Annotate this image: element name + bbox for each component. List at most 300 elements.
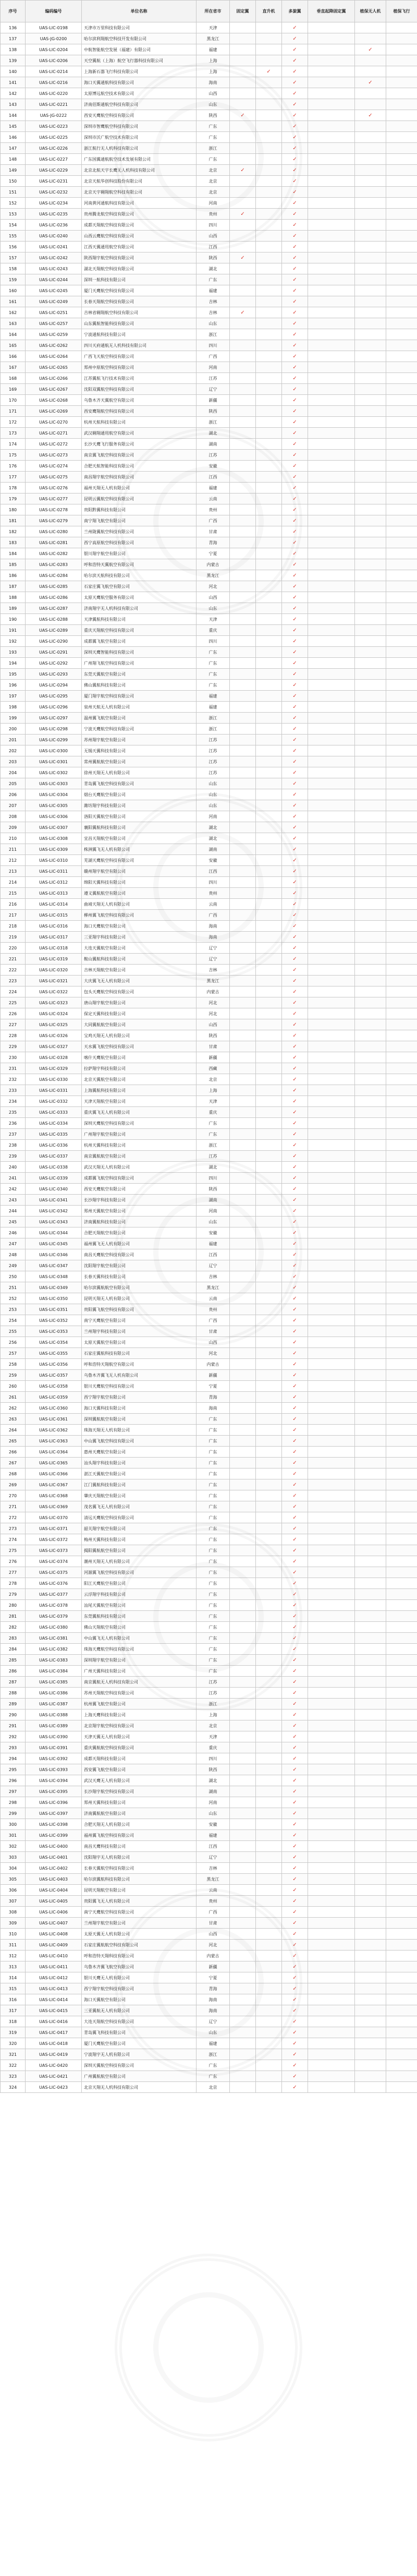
cell-vtol xyxy=(308,88,355,99)
cell-helicopter xyxy=(256,1830,282,1841)
cell-multirotor: ✓ xyxy=(282,1655,308,1666)
cell-multirotor: ✓ xyxy=(282,669,308,680)
table-row xyxy=(1,493,417,504)
cell-plant-protection xyxy=(355,1458,386,1468)
cell-org: 成都天翔航空科技有限公司 xyxy=(82,220,197,231)
cell-vtol xyxy=(308,384,355,395)
table-row xyxy=(1,1348,417,1359)
cell-fixed-wing xyxy=(230,1458,256,1468)
cell-code: UAS-LIC-0278 xyxy=(26,504,82,515)
cell-org: 广州翼航航空有限公司 xyxy=(82,2071,197,2082)
cell-province: 四川 xyxy=(197,340,230,351)
cell-fixed-wing xyxy=(230,1173,256,1184)
cell-plant-flight xyxy=(386,713,417,724)
table-row xyxy=(1,1534,417,1545)
cell-code: UAS-LIC-0305 xyxy=(26,800,82,811)
cell-province: 辽宁 xyxy=(197,2016,230,2027)
cell-code: UAS-LIC-0415 xyxy=(26,2005,82,2016)
cell-multirotor: ✓ xyxy=(282,285,308,296)
cell-fixed-wing xyxy=(230,296,256,307)
cell-helicopter xyxy=(256,1600,282,1611)
cell-index: 172 xyxy=(1,417,26,428)
cell-plant-protection xyxy=(355,1633,386,1644)
cell-helicopter xyxy=(256,1260,282,1271)
cell-multirotor: ✓ xyxy=(282,1348,308,1359)
cell-plant-protection xyxy=(355,1611,386,1622)
cell-province: 辽宁 xyxy=(197,1260,230,1271)
cell-fixed-wing xyxy=(230,735,256,745)
cell-fixed-wing xyxy=(230,1227,256,1238)
cell-helicopter xyxy=(256,504,282,515)
cell-plant-protection xyxy=(355,373,386,384)
cell-plant-protection xyxy=(355,1249,386,1260)
cell-province: 广东 xyxy=(197,1666,230,1677)
table-row xyxy=(1,340,417,351)
cell-multirotor: ✓ xyxy=(282,1874,308,1885)
cell-plant-flight xyxy=(386,66,417,77)
cell-plant-protection xyxy=(355,1885,386,1896)
cell-vtol xyxy=(308,1085,355,1096)
cell-fixed-wing xyxy=(230,965,256,976)
cell-index: 261 xyxy=(1,1392,26,1403)
cell-multirotor: ✓ xyxy=(282,242,308,252)
cell-code: UAS-LIC-0292 xyxy=(26,658,82,669)
cell-plant-protection xyxy=(355,789,386,800)
cell-province: 河北 xyxy=(197,1008,230,1019)
table-row xyxy=(1,1468,417,1479)
cell-province: 甘肃 xyxy=(197,1918,230,1929)
cell-province: 新疆 xyxy=(197,1370,230,1381)
table-row xyxy=(1,592,417,603)
cell-fixed-wing xyxy=(230,132,256,143)
cell-code: UAS-LIC-0301 xyxy=(26,756,82,767)
cell-helicopter xyxy=(256,515,282,526)
cell-code: UAS-LIC-0346 xyxy=(26,1249,82,1260)
cell-fixed-wing xyxy=(230,1655,256,1666)
table-row xyxy=(1,296,417,307)
cell-org: 西宁高原航空科技有限公司 xyxy=(82,537,197,548)
cell-index: 273 xyxy=(1,1523,26,1534)
cell-code: UAS-LIC-0361 xyxy=(26,1414,82,1425)
cell-index: 225 xyxy=(1,997,26,1008)
cell-plant-protection xyxy=(355,625,386,636)
cell-org: 佛山翼航科技有限公司 xyxy=(82,680,197,691)
cell-helicopter xyxy=(256,1030,282,1041)
cell-plant-protection xyxy=(355,1589,386,1600)
cell-code: UAS-LIC-0382 xyxy=(26,1644,82,1655)
cell-plant-protection xyxy=(355,1666,386,1677)
cell-province: 山东 xyxy=(197,99,230,110)
table-row xyxy=(1,822,417,833)
table-row xyxy=(1,1972,417,1983)
cell-org: 西宁翔宇航空有限公司 xyxy=(82,1392,197,1403)
table-row xyxy=(1,1764,417,1775)
cell-code: UAS-LIC-0368 xyxy=(26,1490,82,1501)
cell-vtol xyxy=(308,1885,355,1896)
cell-org: 贵阳黔翼科技有限公司 xyxy=(82,504,197,515)
cell-plant-protection xyxy=(355,778,386,789)
cell-vtol xyxy=(308,66,355,77)
cell-helicopter xyxy=(256,756,282,767)
cell-province: 广东 xyxy=(197,2071,230,2082)
cell-fixed-wing xyxy=(230,888,256,899)
cell-plant-flight xyxy=(386,1666,417,1677)
cell-multirotor: ✓ xyxy=(282,1260,308,1271)
cell-index: 160 xyxy=(1,285,26,296)
cell-index: 312 xyxy=(1,1951,26,1961)
cell-province: 福建 xyxy=(197,2038,230,2049)
table-row xyxy=(1,603,417,614)
cell-org: 昆明云翼航空科技有限公司 xyxy=(82,493,197,504)
cell-helicopter xyxy=(256,384,282,395)
cell-org: 合肥天航智能科技有限公司 xyxy=(82,461,197,472)
cell-plant-protection xyxy=(355,329,386,340)
cell-org: 重庆翼航航空科技有限公司 xyxy=(82,1742,197,1753)
cell-code: UAS-LIC-0365 xyxy=(26,1458,82,1468)
table-row xyxy=(1,559,417,570)
cell-plant-flight xyxy=(386,614,417,625)
cell-helicopter xyxy=(256,1556,282,1567)
cell-multirotor: ✓ xyxy=(282,220,308,231)
cell-plant-flight xyxy=(386,877,417,888)
table-row xyxy=(1,1096,417,1107)
cell-province: 青海 xyxy=(197,1983,230,1994)
cell-index: 243 xyxy=(1,1195,26,1206)
cell-code: UAS-LIC-0353 xyxy=(26,1326,82,1337)
cell-plant-flight xyxy=(386,778,417,789)
cell-code: UAS-LIC-0318 xyxy=(26,943,82,954)
cell-multirotor: ✓ xyxy=(282,537,308,548)
cell-code: UAS-LIC-0406 xyxy=(26,1907,82,1918)
cell-helicopter xyxy=(256,1797,282,1808)
cell-multirotor: ✓ xyxy=(282,307,308,318)
cell-code: UAS-LIC-0359 xyxy=(26,1392,82,1403)
cell-index: 193 xyxy=(1,647,26,658)
table-row xyxy=(1,548,417,559)
cell-helicopter xyxy=(256,1041,282,1052)
cell-plant-protection xyxy=(355,1764,386,1775)
cell-fixed-wing xyxy=(230,274,256,285)
cell-plant-flight xyxy=(386,1994,417,2005)
cell-plant-flight xyxy=(386,274,417,285)
table-row xyxy=(1,1140,417,1151)
cell-plant-flight xyxy=(386,1129,417,1140)
cell-province: 山东 xyxy=(197,800,230,811)
cell-plant-protection xyxy=(355,636,386,647)
cell-plant-protection xyxy=(355,504,386,515)
cell-org: 上海新石器飞行科技有限公司 xyxy=(82,66,197,77)
cell-code: UAS-LIC-0419 xyxy=(26,2049,82,2060)
cell-vtol xyxy=(308,1348,355,1359)
table-row xyxy=(1,417,417,428)
cell-plant-protection xyxy=(355,570,386,581)
cell-code: UAS-LIC-0348 xyxy=(26,1271,82,1282)
cell-helicopter xyxy=(256,1359,282,1370)
cell-province: 黑龙江 xyxy=(197,1874,230,1885)
cell-fixed-wing xyxy=(230,724,256,735)
cell-fixed-wing xyxy=(230,1611,256,1622)
cell-plant-protection xyxy=(355,1972,386,1983)
cell-province: 湖北 xyxy=(197,263,230,274)
cell-province: 浙江 xyxy=(197,1140,230,1151)
cell-helicopter xyxy=(256,1052,282,1063)
table-row xyxy=(1,143,417,154)
cell-org: 长春天翼航空科技有限公司 xyxy=(82,1863,197,1874)
cell-plant-protection xyxy=(355,855,386,866)
cell-vtol xyxy=(308,1381,355,1392)
cell-org: 济南翼航科技有限公司 xyxy=(82,1217,197,1227)
cell-plant-protection xyxy=(355,231,386,242)
table-row xyxy=(1,800,417,811)
table-row xyxy=(1,2060,417,2071)
cell-vtol xyxy=(308,1096,355,1107)
cell-index: 204 xyxy=(1,767,26,778)
cell-fixed-wing xyxy=(230,1052,256,1063)
cell-vtol xyxy=(308,1227,355,1238)
cell-index: 268 xyxy=(1,1468,26,1479)
cell-province: 河南 xyxy=(197,1206,230,1217)
cell-fixed-wing xyxy=(230,1775,256,1786)
cell-code: UAS-LIC-0358 xyxy=(26,1381,82,1392)
cell-code: UAS-LIC-0349 xyxy=(26,1282,82,1293)
cell-multirotor: ✓ xyxy=(282,1961,308,1972)
cell-vtol xyxy=(308,669,355,680)
cell-province: 广东 xyxy=(197,1118,230,1129)
cell-province: 广西 xyxy=(197,1907,230,1918)
cell-vtol xyxy=(308,1282,355,1293)
cell-province: 北京 xyxy=(197,187,230,198)
cell-index: 262 xyxy=(1,1403,26,1414)
cell-multirotor: ✓ xyxy=(282,570,308,581)
cell-plant-protection xyxy=(355,1107,386,1118)
cell-index: 286 xyxy=(1,1666,26,1677)
cell-plant-protection xyxy=(355,1468,386,1479)
cell-multirotor: ✓ xyxy=(282,165,308,176)
cell-plant-protection xyxy=(355,1370,386,1381)
cell-index: 315 xyxy=(1,1983,26,1994)
cell-multirotor: ✓ xyxy=(282,965,308,976)
cell-multirotor: ✓ xyxy=(282,1392,308,1403)
cell-plant-flight xyxy=(386,1447,417,1458)
cell-province: 海南 xyxy=(197,921,230,932)
cell-plant-flight xyxy=(386,976,417,986)
cell-helicopter xyxy=(256,1512,282,1523)
cell-vtol xyxy=(308,1863,355,1874)
cell-code: UAS-LIC-0319 xyxy=(26,954,82,965)
cell-org: 云浮翔宇科技有限公司 xyxy=(82,1589,197,1600)
cell-plant-protection xyxy=(355,548,386,559)
cell-vtol xyxy=(308,483,355,493)
cell-vtol xyxy=(308,1359,355,1370)
cell-index: 165 xyxy=(1,340,26,351)
cell-multirotor: ✓ xyxy=(282,1808,308,1819)
cell-helicopter xyxy=(256,220,282,231)
cell-fixed-wing xyxy=(230,1337,256,1348)
cell-multirotor: ✓ xyxy=(282,855,308,866)
table-row xyxy=(1,921,417,932)
cell-org: 宝鸡天翔无人机有限公司 xyxy=(82,1030,197,1041)
cell-code: UAS-LIC-0364 xyxy=(26,1447,82,1458)
cell-index: 254 xyxy=(1,1315,26,1326)
cell-org: 宁波翔宇无人机有限公司 xyxy=(82,2049,197,2060)
cell-code: UAS-LIC-0412 xyxy=(26,1972,82,1983)
cell-code: UAS-LIC-0306 xyxy=(26,811,82,822)
cell-org: 深圳天鹰智能科技有限公司 xyxy=(82,647,197,658)
cell-province: 重庆 xyxy=(197,1107,230,1118)
cell-fixed-wing xyxy=(230,691,256,702)
cell-index: 256 xyxy=(1,1337,26,1348)
cell-helicopter xyxy=(256,789,282,800)
cell-plant-protection xyxy=(355,461,386,472)
cell-multirotor: ✓ xyxy=(282,756,308,767)
cell-fixed-wing xyxy=(230,44,256,55)
cell-org: 潍坊翔宇科技有限公司 xyxy=(82,800,197,811)
cell-multirotor: ✓ xyxy=(282,943,308,954)
cell-multirotor: ✓ xyxy=(282,1677,308,1688)
cell-multirotor: ✓ xyxy=(282,1326,308,1337)
cell-code: UAS-LIC-0283 xyxy=(26,559,82,570)
cell-province: 广东 xyxy=(197,121,230,132)
cell-helicopter xyxy=(256,855,282,866)
cell-province: 安徽 xyxy=(197,1819,230,1830)
cell-plant-flight xyxy=(386,1611,417,1622)
cell-multirotor: ✓ xyxy=(282,1775,308,1786)
table-row xyxy=(1,669,417,680)
cell-org: 海口天翼通航科技有限公司 xyxy=(82,77,197,88)
cell-fixed-wing xyxy=(230,669,256,680)
cell-plant-flight xyxy=(386,55,417,66)
cell-multirotor: ✓ xyxy=(282,1227,308,1238)
cell-code: UAS-LIC-0357 xyxy=(26,1370,82,1381)
cell-fixed-wing xyxy=(230,1633,256,1644)
cell-code: UAS-LIC-0293 xyxy=(26,669,82,680)
cell-code: UAS-LIC-0227 xyxy=(26,154,82,165)
cell-fixed-wing xyxy=(230,154,256,165)
cell-plant-flight xyxy=(386,1490,417,1501)
cell-vtol xyxy=(308,1764,355,1775)
cell-helicopter xyxy=(256,745,282,756)
cell-code: UAS-LIC-0294 xyxy=(26,680,82,691)
cell-org: 福州翼飞航空科技有限公司 xyxy=(82,1830,197,1841)
cell-plant-protection xyxy=(355,1217,386,1227)
cell-vtol xyxy=(308,252,355,263)
cell-index: 167 xyxy=(1,362,26,373)
cell-code: UAS-LIC-0383 xyxy=(26,1655,82,1666)
cell-helicopter xyxy=(256,1720,282,1731)
cell-index: 161 xyxy=(1,296,26,307)
cell-fixed-wing xyxy=(230,789,256,800)
cell-org: 长春天翔航空科技有限公司 xyxy=(82,296,197,307)
cell-code: UAS-LIC-0352 xyxy=(26,1315,82,1326)
cell-code: UAS-LIC-0216 xyxy=(26,77,82,88)
cell-plant-flight xyxy=(386,1304,417,1315)
cell-org: 西安天鹰航空科技有限公司 xyxy=(82,110,197,121)
cell-province: 重庆 xyxy=(197,1742,230,1753)
cell-multirotor: ✓ xyxy=(282,88,308,99)
cell-plant-protection xyxy=(355,877,386,888)
cell-code: UAS-LIC-0363 xyxy=(26,1436,82,1447)
cell-vtol xyxy=(308,362,355,373)
cell-vtol xyxy=(308,1688,355,1699)
cell-plant-protection xyxy=(355,165,386,176)
cell-code: UAS-LIC-0393 xyxy=(26,1764,82,1775)
cell-multirotor: ✓ xyxy=(282,1041,308,1052)
cell-index: 143 xyxy=(1,99,26,110)
cell-index: 151 xyxy=(1,187,26,198)
cell-code: UAS-LIC-0336 xyxy=(26,1140,82,1151)
cell-multirotor: ✓ xyxy=(282,1304,308,1315)
cell-index: 240 xyxy=(1,1162,26,1173)
cell-org: 三亚翼航无人机有限公司 xyxy=(82,2005,197,2016)
cell-province: 江西 xyxy=(197,866,230,877)
cell-vtol xyxy=(308,1677,355,1688)
cell-fixed-wing xyxy=(230,976,256,986)
cell-org: 郑州中原航空科技有限公司 xyxy=(82,362,197,373)
cell-plant-protection xyxy=(355,691,386,702)
cell-org: 湛江天翼航空有限公司 xyxy=(82,1468,197,1479)
cell-province: 湖北 xyxy=(197,822,230,833)
cell-plant-flight xyxy=(386,811,417,822)
cell-index: 209 xyxy=(1,822,26,833)
cell-province: 江苏 xyxy=(197,1677,230,1688)
cell-index: 308 xyxy=(1,1907,26,1918)
cell-vtol xyxy=(308,2038,355,2049)
cell-helicopter xyxy=(256,2016,282,2027)
cell-province: 陕西 xyxy=(197,1030,230,1041)
cell-province: 辽宁 xyxy=(197,954,230,965)
table-row xyxy=(1,1293,417,1304)
cell-plant-flight xyxy=(386,1217,417,1227)
cell-province: 广东 xyxy=(197,1600,230,1611)
cell-index: 293 xyxy=(1,1742,26,1753)
cell-plant-protection xyxy=(355,220,386,231)
cell-index: 155 xyxy=(1,231,26,242)
cell-vtol xyxy=(308,1063,355,1074)
cell-plant-protection xyxy=(355,1578,386,1589)
cell-vtol xyxy=(308,1907,355,1918)
table-row xyxy=(1,1699,417,1710)
cell-plant-flight xyxy=(386,1162,417,1173)
cell-org: 石家庄翼飞航空有限公司 xyxy=(82,581,197,592)
cell-plant-flight xyxy=(386,2049,417,2060)
cell-org: 兰州陇翼航空科技有限公司 xyxy=(82,526,197,537)
cell-code: UAS-LIC-0408 xyxy=(26,1929,82,1940)
table-row xyxy=(1,1019,417,1030)
cell-vtol xyxy=(308,504,355,515)
cell-vtol xyxy=(308,658,355,669)
cell-province: 湖南 xyxy=(197,844,230,855)
cell-code: UAS-LIC-0229 xyxy=(26,165,82,176)
column-header-fixed-wing: 固定翼 xyxy=(230,1,256,22)
cell-plant-flight xyxy=(386,1523,417,1534)
cell-multirotor: ✓ xyxy=(282,143,308,154)
cell-index: 241 xyxy=(1,1173,26,1184)
cell-vtol xyxy=(308,1983,355,1994)
cell-org: 苏州天翔航空科技有限公司 xyxy=(82,1688,197,1699)
cell-vtol xyxy=(308,910,355,921)
cell-multirotor: ✓ xyxy=(282,1578,308,1589)
cell-province: 河北 xyxy=(197,1940,230,1951)
cell-code: UAS-LIC-0373 xyxy=(26,1545,82,1556)
column-header-plant-flight: 植保飞行 xyxy=(386,1,417,22)
cell-helicopter xyxy=(256,954,282,965)
cell-plant-flight xyxy=(386,1874,417,1885)
cell-multirotor: ✓ xyxy=(282,811,308,822)
cell-org: 厦门天鹰航空科技有限公司 xyxy=(82,285,197,296)
table-row xyxy=(1,242,417,252)
cell-org: 乌鲁木齐天翼航空有限公司 xyxy=(82,395,197,406)
cell-province: 山西 xyxy=(197,1019,230,1030)
